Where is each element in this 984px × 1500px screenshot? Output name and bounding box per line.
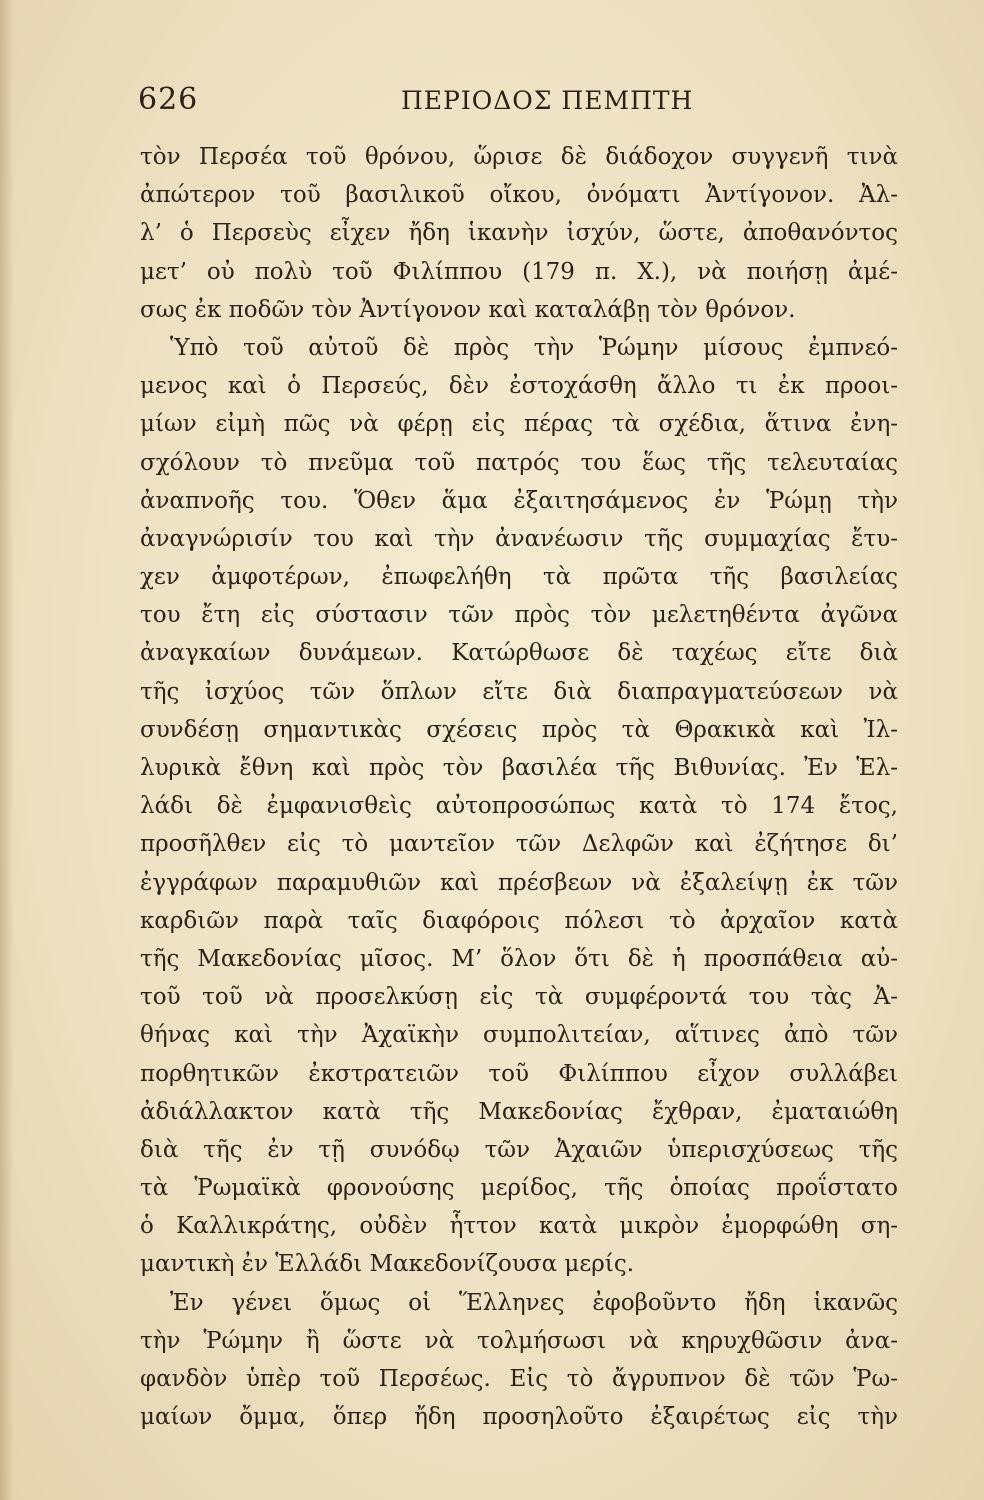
text-line: ὁ Καλλικράτης, οὐδὲν ἧττον κατὰ μικρὸν ἐμορφώθη ση- xyxy=(140,1213,898,1240)
page-number: 626 xyxy=(138,82,199,117)
text-line: ἀπώτερον τοῦ βασιλικοῦ οἴκου, ὀνόματι Ἀντίγονον. Ἀλ- xyxy=(140,182,898,209)
text-line: Ἐν γένει ὅμως οἱ Ἕλληνες ἐφοβοῦντο ἤδη ἱκανῶς xyxy=(170,1289,898,1316)
text-line: λυρικὰ ἔθνη καὶ πρὸς τὸν βασιλέα τῆς Βιθυνίας. Ἐν Ἑλ- xyxy=(140,755,898,781)
text-line: τοῦ τοῦ νὰ προσελκύσῃ εἰς τὰ συμφέροντά του τὰς Ἀ- xyxy=(140,984,898,1011)
text-line: ἀδιάλλακτον κατὰ τῆς Μακεδονίας ἔχθραν, ἐματαιώθη xyxy=(140,1098,898,1125)
text-line: σως ἐκ ποδῶν τὸν Ἀντίγονον καὶ καταλάβῃ τὸν θρόνον. xyxy=(140,296,796,323)
text-line: λάδι δὲ ἐμφανισθεὶς αὐτοπροσώπως κατὰ τὸ 174 ἔτος, xyxy=(140,793,898,820)
text-line: μετ’ οὐ πολὺ τοῦ Φιλίππου (179 π. Χ.), νὰ ποιήσῃ ἀμέ- xyxy=(140,258,898,285)
text-line: μίων εἰμὴ πῶς νὰ φέρῃ εἰς πέρας τὰ σχέδια, ἅτινα ἐνη- xyxy=(140,411,898,438)
text-line: σχόλουν τὸ πνεῦμα τοῦ πατρός του ἕως τῆς τελευταίας xyxy=(140,449,898,476)
text-line: φανδὸν ὑπὲρ τοῦ Περσέως. Εἰς τὸ ἄγρυπνον δὲ τῶν Ῥω- xyxy=(140,1366,898,1392)
text-line: τῆς Μακεδονίας μῖσος. Μ’ ὅλον ὅτι δὲ ἡ προσπάθεια αὐ- xyxy=(140,945,898,972)
text-line: ἐγγράφων παραμυθιῶν καὶ πρέσβεων νὰ ἐξαλείψῃ ἐκ τῶν xyxy=(140,869,898,896)
text-line: λ’ ὁ Περσεὺς εἶχεν ἤδη ἱκανὴν ἰσχύν, ὥστε, ἀποθανόντος xyxy=(140,220,898,247)
text-line: προσῆλθεν εἰς τὸ μαντεῖον τῶν Δελφῶν καὶ ἐζήτησε δι’ xyxy=(140,831,898,858)
text-line: μαίων ὄμμα, ὅπερ ἤδη προσηλοῦτο ἐξαιρέτως εἰς τὴν xyxy=(140,1404,898,1431)
text-line: ἀναπνοῆς του. Ὅθεν ἅμα ἐξαιτησάμενος ἐν Ῥώμῃ τὴν xyxy=(140,487,898,514)
text-line: διὰ τῆς ἐν τῇ συνόδῳ τῶν Ἀχαιῶν ὑπερισχύσεως τῆς xyxy=(140,1136,898,1163)
text-line: μενος καὶ ὁ Περσεύς, δὲν ἐστοχάσθη ἄλλο τι ἐκ προοι- xyxy=(140,373,898,400)
text-line: χεν ἀμφοτέρων, ἐπωφελήθη τὰ πρῶτα τῆς βασιλείας xyxy=(140,564,898,591)
page-header xyxy=(138,82,898,126)
text-line: ἀναγνώρισίν του καὶ τὴν ἀνανέωσιν τῆς συμμαχίας ἔτυ- xyxy=(140,525,898,552)
text-line: συνδέσῃ σημαντικὰς σχέσεις πρὸς τὰ Θρακικὰ καὶ Ἰλ- xyxy=(140,716,898,743)
text-line: του ἔτη εἰς σύστασιν τῶν πρὸς τὸν μελετηθέντα ἀγῶνα xyxy=(140,602,898,629)
running-head: ΠΕΡΙΟΔΟΣ ΠΕΜΠΤΗ xyxy=(401,86,694,115)
text-line: τὰ Ῥωμαϊκὰ φρονούσης μερίδος, τῆς ὁποίας προΐστατο xyxy=(140,1175,898,1202)
text-line: πορθητικῶν ἐκστρατειῶν τοῦ Φιλίππου εἶχον συλλάβει xyxy=(140,1060,898,1087)
text-line: τὴν Ῥώμην ἢ ὥστε νὰ τολμήσωσι νὰ κηρυχθῶσιν ἀνα- xyxy=(140,1327,898,1354)
page-edge-shadow xyxy=(0,0,14,1500)
text-line: Ὑπὸ τοῦ αὐτοῦ δὲ πρὸς τὴν Ῥώμην μίσους ἐμπνεό- xyxy=(170,334,898,361)
body-text xyxy=(140,138,898,1436)
text-line: τὸν Περσέα τοῦ θρόνου, ὥρισε δὲ διάδοχον συγγενῆ τινὰ xyxy=(140,144,898,170)
text-line: καρδιῶν παρὰ ταῖς διαφόροις πόλεσι τὸ ἀρχαῖον κατὰ xyxy=(140,907,898,934)
text-line: ἀναγκαίων δυνάμεων. Κατώρθωσε δὲ ταχέως εἴτε διὰ xyxy=(140,640,898,667)
text-line: τῆς ἰσχύος τῶν ὅπλων εἴτε διὰ διαπραγματεύσεων νὰ xyxy=(140,678,898,705)
text-line: θήνας καὶ τὴν Ἀχαϊκὴν συμπολιτείαν, αἵτινες ἀπὸ τῶν xyxy=(140,1022,898,1049)
text-line: μαντικὴ ἐν Ἑλλάδι Μακεδονίζουσα μερίς. xyxy=(140,1251,635,1278)
